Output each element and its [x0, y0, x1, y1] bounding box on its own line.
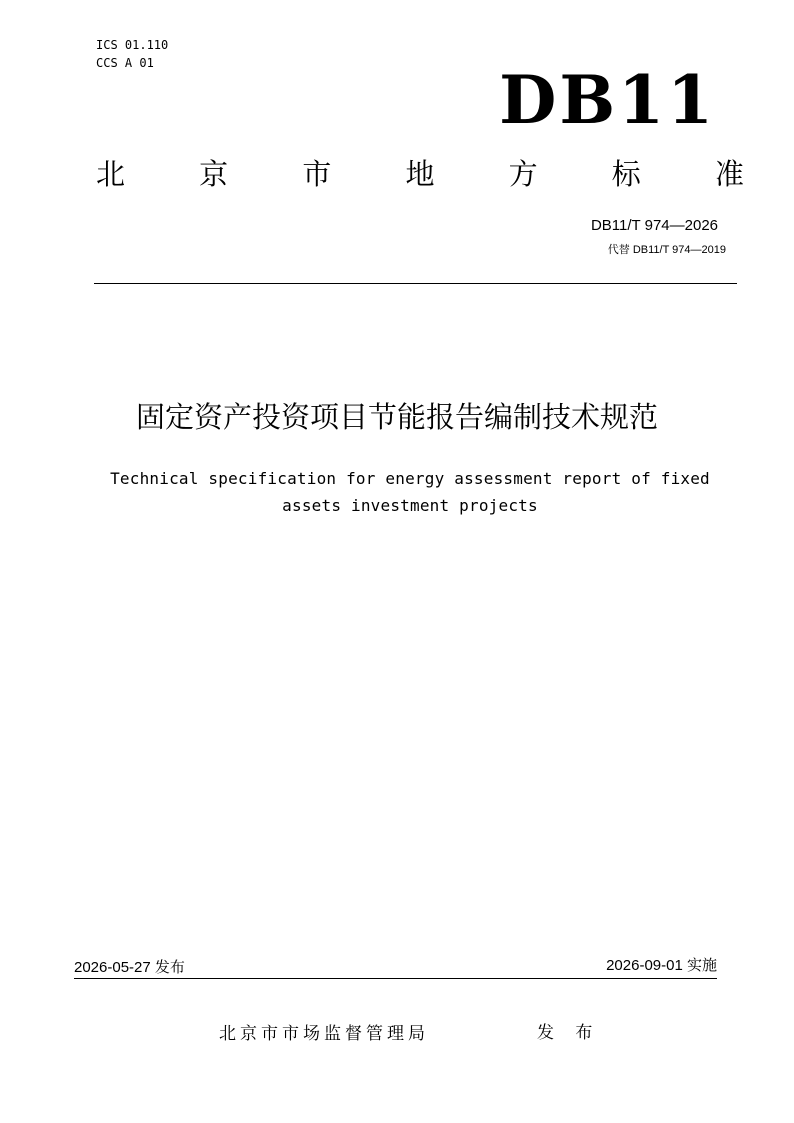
document-title-chinese: 固定资产投资项目节能报告编制技术规范 — [135, 400, 658, 434]
standard-type-char: 京 — [199, 157, 229, 191]
standard-type-char: 地 — [405, 157, 435, 191]
replaced-standard: 代替 DB11/T 974—2019 — [607, 244, 726, 256]
implementation-date: 2026-09-01 实施 — [606, 957, 717, 974]
standard-code-logo: DB11 — [499, 61, 716, 139]
document-title-english: Technical specification for energy assessment report of fixed assets investment projects — [110, 469, 710, 515]
standard-type-heading — [96, 150, 744, 198]
standard-type-char: 标 — [611, 157, 641, 191]
standard-type-char: 方 — [508, 157, 538, 191]
header-divider — [94, 283, 737, 284]
issuing-authority: 北京市市场监督管理局 — [219, 1024, 429, 1044]
standard-type-char: 北 — [96, 157, 126, 191]
standard-type-char: 市 — [302, 157, 332, 191]
issue-date: 2026-05-27 发布 — [74, 959, 185, 976]
standard-type-char: 准 — [714, 157, 744, 191]
ics-code: ICS 01.110 — [96, 38, 169, 52]
standard-number: DB11/T 974—2026 — [590, 217, 718, 234]
footer-divider — [74, 978, 717, 979]
ccs-code: CCS A 01 — [96, 56, 154, 70]
issue-label: 发 布 — [537, 1023, 601, 1043]
